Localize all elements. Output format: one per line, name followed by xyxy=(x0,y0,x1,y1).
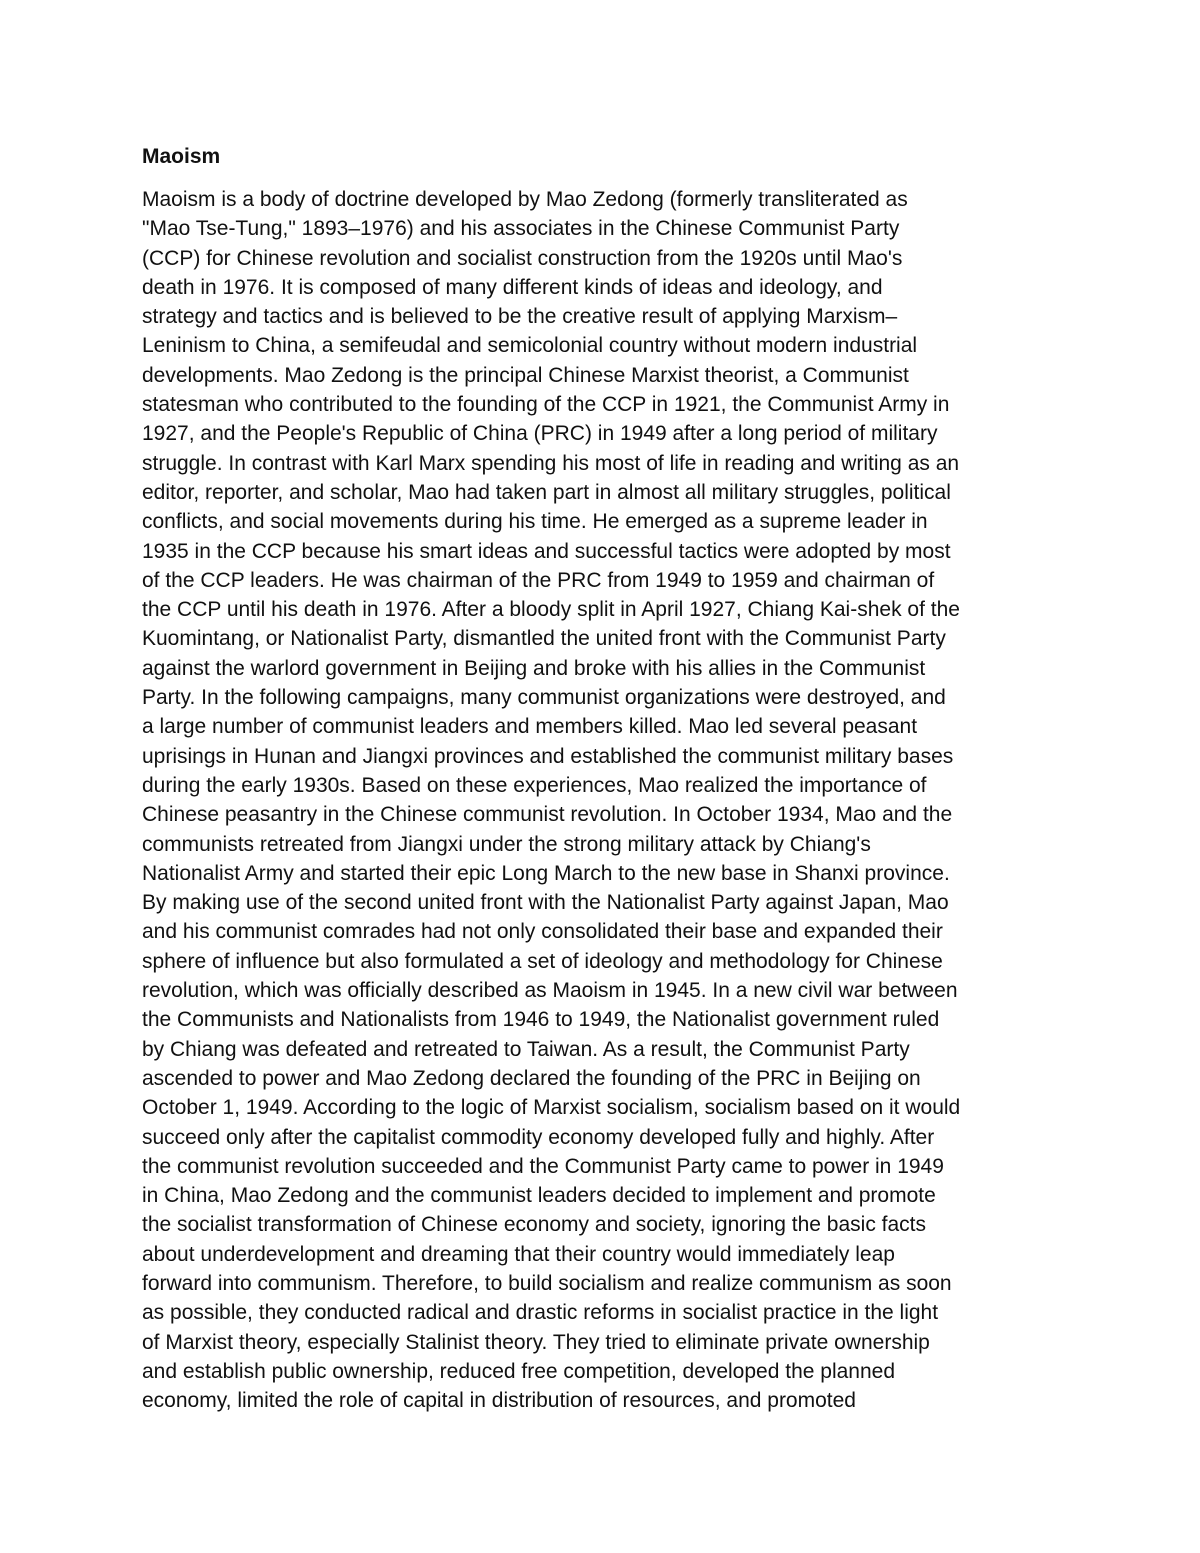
paragraph-line: 1927, and the People's Republic of China (PRC) in 1949 after a long period of military xyxy=(142,422,938,446)
paragraph-line: and his communist comrades had not only consolidated their base and expanded their xyxy=(142,920,943,944)
document-content xyxy=(142,142,1062,1415)
paragraph-line: in China, Mao Zedong and the communist leaders decided to implement and promote xyxy=(142,1184,936,1208)
paragraph-line: October 1, 1949. According to the logic of Marxist socialism, socialism based on it would xyxy=(142,1096,961,1120)
document-title: Maoism xyxy=(142,145,221,168)
paragraph-line: Party. In the following campaigns, many communist organizations were destroyed, and xyxy=(142,686,946,710)
paragraph-line: against the warlord government in Beijing and broke with his allies in the Communist xyxy=(142,656,926,680)
paragraph-line: the CCP until his death in 1976. After a bloody split in April 1927, Chiang Kai-shek of the xyxy=(142,598,960,622)
paragraph-line: struggle. In contrast with Karl Marx spending his most of life in reading and writing as an xyxy=(142,451,960,475)
paragraph-line: Nationalist Army and started their epic Long March to the new base in Shanxi province. xyxy=(142,861,950,885)
paragraph-line: and establish public ownership, reduced free competition, developed the planned xyxy=(142,1359,896,1383)
paragraph-line: of the CCP leaders. He was chairman of the PRC from 1949 to 1959 and chairman of xyxy=(142,568,935,592)
paragraph-line: Chinese peasantry in the Chinese communist revolution. In October 1934, Mao and the xyxy=(142,803,953,827)
paragraph-line: the Communists and Nationalists from 1946 to 1949, the Nationalist government ruled xyxy=(142,1008,940,1032)
paragraph-line: statesman who contributed to the founding of the CCP in 1921, the Communist Army in xyxy=(142,393,950,417)
paragraph-line: a large number of communist leaders and members killed. Mao led several peasant xyxy=(142,715,918,739)
paragraph-line: succeed only after the capitalist commodity economy developed fully and highly. After xyxy=(142,1125,935,1149)
paragraph-line: developments. Mao Zedong is the principal Chinese Marxist theorist, a Communist xyxy=(142,363,909,387)
paragraph-line: editor, reporter, and scholar, Mao had taken part in almost all military struggles, political xyxy=(142,480,951,504)
body-paragraph xyxy=(142,185,1062,1415)
paragraph-line: By making use of the second united front with the Nationalist Party against Japan, Mao xyxy=(142,891,949,915)
paragraph-line: sphere of influence but also formulated a set of ideology and methodology for Chinese xyxy=(142,949,943,973)
paragraph-line: ascended to power and Mao Zedong declared the founding of the PRC in Beijing on xyxy=(142,1066,921,1090)
paragraph-line: "Mao Tse-Tung," 1893–1976) and his associates in the Chinese Communist Party xyxy=(142,217,900,241)
paragraph-line: Leninism to China, a semifeudal and semicolonial country without modern industrial xyxy=(142,334,918,358)
paragraph-line: the communist revolution succeeded and the Communist Party came to power in 1949 xyxy=(142,1154,944,1178)
paragraph-line: uprisings in Hunan and Jiangxi provinces and established the communist military bases xyxy=(142,744,954,768)
paragraph-line: (CCP) for Chinese revolution and socialist construction from the 1920s until Mao's xyxy=(142,246,903,270)
paragraph-line: Maoism is a body of doctrine developed by Mao Zedong (formerly transliterated as xyxy=(142,188,908,211)
paragraph-line: 1935 in the CCP because his smart ideas and successful tactics were adopted by most xyxy=(142,539,951,563)
paragraph-line: of Marxist theory, especially Stalinist theory. They tried to eliminate private ownership xyxy=(142,1330,930,1354)
paragraph-line: about underdevelopment and dreaming that their country would immediately leap xyxy=(142,1242,895,1266)
paragraph-line: by Chiang was defeated and retreated to Taiwan. As a result, the Communist Party xyxy=(142,1037,910,1061)
paragraph-line: communists retreated from Jiangxi under the strong military attack by Chiang's xyxy=(142,832,871,856)
paragraph-line: the socialist transformation of Chinese economy and society, ignoring the basic facts xyxy=(142,1213,927,1237)
paragraph-line: forward into communism. Therefore, to build socialism and realize communism as soon xyxy=(142,1271,952,1295)
paragraph-line: death in 1976. It is composed of many different kinds of ideas and ideology, and xyxy=(142,275,883,299)
paragraph-line: during the early 1930s. Based on these experiences, Mao realized the importance of xyxy=(142,773,927,797)
paragraph-line: as possible, they conducted radical and drastic reforms in socialist practice in the light xyxy=(142,1301,939,1325)
paragraph-line: Kuomintang, or Nationalist Party, dismantled the united front with the Communist Party xyxy=(142,627,946,651)
paragraph-line: economy, limited the role of capital in distribution of resources, and promoted xyxy=(142,1389,856,1413)
paragraph-line: revolution, which was officially described as Maoism in 1945. In a new civil war between xyxy=(142,979,958,1003)
paragraph-line: conflicts, and social movements during his time. He emerged as a supreme leader in xyxy=(142,510,928,534)
paragraph-line: strategy and tactics and is believed to be the creative result of applying Marxism– xyxy=(142,305,898,329)
